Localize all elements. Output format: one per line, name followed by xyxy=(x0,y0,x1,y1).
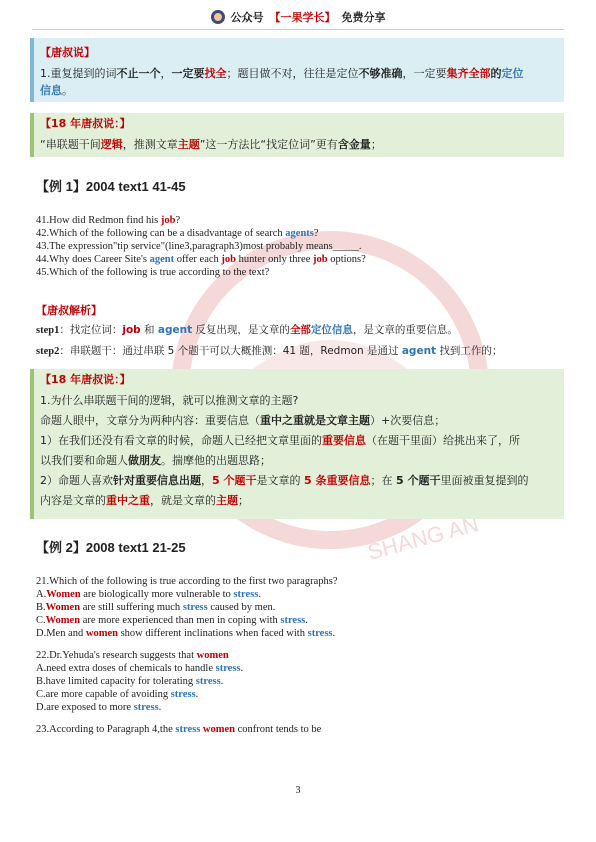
text-run: （在题干里面）给挑出来了，所 xyxy=(366,434,520,447)
watermark-text: SHANG AN xyxy=(364,511,482,565)
text-run: 里面被重复提到的 xyxy=(440,474,529,487)
text-run: 找到工作的； xyxy=(436,345,503,357)
text-run: ； xyxy=(370,138,382,151)
header-name: 【一果学长】 xyxy=(269,11,336,24)
text-run: D.Men and xyxy=(36,628,86,639)
text-run: 做朋友 xyxy=(128,454,161,467)
tip-title: 【唐叔说】 xyxy=(40,46,95,59)
text-run: hunter only three xyxy=(236,254,313,265)
question-line xyxy=(36,214,556,227)
question-line xyxy=(36,240,556,253)
header-suffix: 免费分享 xyxy=(341,11,386,24)
text-run: job xyxy=(221,254,236,265)
text-run: 找全 xyxy=(204,67,227,80)
option-line xyxy=(36,601,556,614)
text-run: agent xyxy=(157,324,193,336)
text-run: stress xyxy=(195,676,221,687)
text-run: offer each xyxy=(174,254,222,265)
text-run: agent xyxy=(401,345,437,357)
example-title: 【例 1】2004 text1 41-45 xyxy=(36,179,186,194)
text-run: ；题目做不对，往往是定位 xyxy=(226,67,359,80)
text-run: A.need extra doses of chemicals to handle xyxy=(36,663,216,674)
tip-line xyxy=(40,431,556,451)
text-run: 含金量 xyxy=(337,138,371,151)
text-run: job xyxy=(160,215,176,226)
text-run: C.are more capable of avoiding xyxy=(36,689,171,700)
text-run: . xyxy=(195,689,199,700)
text-run: . xyxy=(158,702,162,713)
question-line xyxy=(36,227,556,240)
text-run: are more experienced than men in coping with xyxy=(80,615,281,626)
text-run: are still suffering much xyxy=(80,602,183,613)
tip-line xyxy=(40,391,556,411)
text-run: ，一定要 xyxy=(402,67,447,80)
text-run: 21.Which of the following is true according to the first two paragraphs? xyxy=(36,576,338,587)
text-run: ：找定位词： xyxy=(59,324,123,336)
text-run: 2）命题人喜欢 xyxy=(40,474,113,487)
text-run: ，推测文章 xyxy=(122,138,178,151)
text-run: ）+次要信息； xyxy=(370,414,446,427)
text-run: stress xyxy=(175,724,201,735)
text-run: 集齐全部 xyxy=(446,67,491,80)
text-run: 针对重要信息出题 xyxy=(113,474,201,487)
text-run: 5 条重要信息 xyxy=(303,474,371,487)
option-line xyxy=(36,675,556,688)
text-run: ， xyxy=(160,67,172,80)
text-run: 全部 xyxy=(289,324,311,336)
text-run: 1）在我们还没有看文章的时候，命题人已经把文章里面的 xyxy=(40,434,322,447)
option-line xyxy=(36,627,556,640)
analysis-step-2 xyxy=(36,343,502,358)
text-run: 定位信息 xyxy=(310,324,353,336)
question-list xyxy=(36,575,556,736)
text-run: 。 xyxy=(62,84,73,97)
text-run: ：串联题干：通过串联 5 个题干可以大概推测：41 题，Redmon 是通过 xyxy=(59,345,402,357)
text-run: 和 xyxy=(140,324,158,336)
text-run: 的 xyxy=(490,67,502,80)
text-run: “串联题干间 xyxy=(40,138,101,151)
tip-box-1 xyxy=(30,38,564,102)
text-run: 信息 xyxy=(40,84,62,97)
text-run: stress xyxy=(133,702,159,713)
text-run: are biologically more vulnerable to xyxy=(80,589,234,600)
header-divider xyxy=(32,29,564,30)
tip-line xyxy=(40,64,556,84)
question-line xyxy=(36,253,556,266)
text-run: stress xyxy=(182,602,208,613)
text-run: show different inclinations when faced with xyxy=(117,628,308,639)
text-run: 1.重复提到的词 xyxy=(40,67,117,80)
text-run: options? xyxy=(327,254,366,265)
tip-box-2 xyxy=(30,113,564,157)
page-number: 3 xyxy=(295,785,301,796)
text-run: agent xyxy=(149,254,175,265)
tip-line xyxy=(40,471,556,491)
text-run: B.have limited capacity for tolerating xyxy=(36,676,196,687)
text-run: women xyxy=(202,724,235,735)
analysis-title: 【唐叔解析】 xyxy=(36,304,102,317)
text-run: 是文章的 xyxy=(256,474,304,487)
text-run: ，就是文章的 xyxy=(150,494,216,507)
text-run: ? xyxy=(313,228,319,239)
text-run: 重中之重 xyxy=(106,494,150,507)
text-run: 不止一个 xyxy=(116,67,161,80)
text-run: women xyxy=(196,650,229,661)
text-run: ， xyxy=(201,474,212,487)
text-run: job xyxy=(122,324,141,336)
text-run: 1.为什么串联题干间的逻辑，就可以推测文章的主题? xyxy=(40,394,299,407)
text-run: 43.The expression"tip service"(line3,paragraph3)most probably means_____. xyxy=(36,241,362,252)
text-run: Women xyxy=(45,602,81,613)
text-run: 5 个题干 xyxy=(395,474,441,487)
option-line xyxy=(36,614,556,627)
text-run: ”这一方法比“找定位词”更有 xyxy=(199,138,338,151)
option-line xyxy=(36,701,556,714)
text-run: B. xyxy=(36,602,46,613)
tip-line xyxy=(40,81,556,101)
text-run: confront tends to be xyxy=(235,724,322,735)
question-list xyxy=(36,214,556,279)
option-line xyxy=(36,588,556,601)
option-line xyxy=(36,662,556,675)
text-run: ，是文章的重要信息。 xyxy=(352,324,458,336)
text-run: 。揣摩他的出题思路； xyxy=(161,454,271,467)
text-run: 主题 xyxy=(216,494,238,507)
text-run: 5 个题干 xyxy=(212,474,257,487)
text-run: 41.How did Redmon find his xyxy=(36,215,161,226)
tip-box-3 xyxy=(30,369,564,519)
question-line xyxy=(36,575,556,588)
text-run: 定位 xyxy=(501,67,524,80)
tip-title: 【18 年唐叔说：】 xyxy=(40,373,131,386)
text-run: stress xyxy=(170,689,196,700)
text-run: . xyxy=(332,628,336,639)
text-run: C. xyxy=(36,615,46,626)
text-run: step1 xyxy=(36,325,60,336)
text-run: 重中之重就是文章主题 xyxy=(260,414,370,427)
text-run: stress xyxy=(307,628,333,639)
text-run: stress xyxy=(215,663,241,674)
text-run: 44.Why does Career Site's xyxy=(36,254,150,265)
text-run: 反复出现，是文章的 xyxy=(192,324,290,336)
tip-title: 【18 年唐叔说：】 xyxy=(40,117,131,130)
text-run: 不够准确 xyxy=(358,67,403,80)
text-run: job xyxy=(312,254,328,265)
analysis-step-1 xyxy=(36,322,458,337)
text-run: 一定要 xyxy=(171,67,205,80)
text-run: 内容是文章的 xyxy=(40,494,106,507)
tip-line xyxy=(40,411,556,431)
tip-line xyxy=(40,491,556,511)
example-title: 【例 2】2008 text1 21-25 xyxy=(36,540,186,555)
text-run: stress xyxy=(233,589,259,600)
text-run: ；在 xyxy=(370,474,396,487)
text-run: 以我们要和命题人 xyxy=(40,454,128,467)
text-run: 重要信息 xyxy=(322,434,366,447)
text-run: 22.Dr.Yehuda's research suggests that xyxy=(36,650,197,661)
text-run: Women xyxy=(45,615,81,626)
text-run: . xyxy=(240,663,244,674)
avatar-icon xyxy=(211,10,225,24)
text-run: 42.Which of the following can be a disadvantage of search xyxy=(36,228,286,239)
text-run: ； xyxy=(238,494,249,507)
question-line xyxy=(36,266,556,279)
question-line xyxy=(36,723,556,736)
text-run: . xyxy=(220,676,224,687)
text-run: D.are exposed to more xyxy=(36,702,134,713)
option-line xyxy=(36,688,556,701)
question-line xyxy=(36,649,556,662)
tip-line xyxy=(40,451,556,471)
text-run: 逻辑 xyxy=(100,138,123,151)
text-run: ? xyxy=(175,215,181,226)
text-run: 命题人眼中，文章分为两种内容：重要信息（ xyxy=(40,414,260,427)
text-run: agents xyxy=(285,228,314,239)
text-run: . xyxy=(305,615,308,626)
text-run: . xyxy=(258,589,261,600)
text-run: Women xyxy=(46,589,81,600)
text-run: step2 xyxy=(36,346,60,357)
text-run: caused by men. xyxy=(207,602,276,613)
page-header xyxy=(0,6,596,28)
text-run: 23.According to Paragraph 4,the xyxy=(36,724,176,735)
tip-line xyxy=(40,135,556,155)
text-run: 45.Which of the following is true according to the text? xyxy=(36,267,270,278)
text-run: 主题 xyxy=(177,138,200,151)
text-run: A. xyxy=(36,589,47,600)
text-run: stress xyxy=(280,615,306,626)
header-account: 公众号 xyxy=(230,11,264,24)
text-run: women xyxy=(85,628,118,639)
